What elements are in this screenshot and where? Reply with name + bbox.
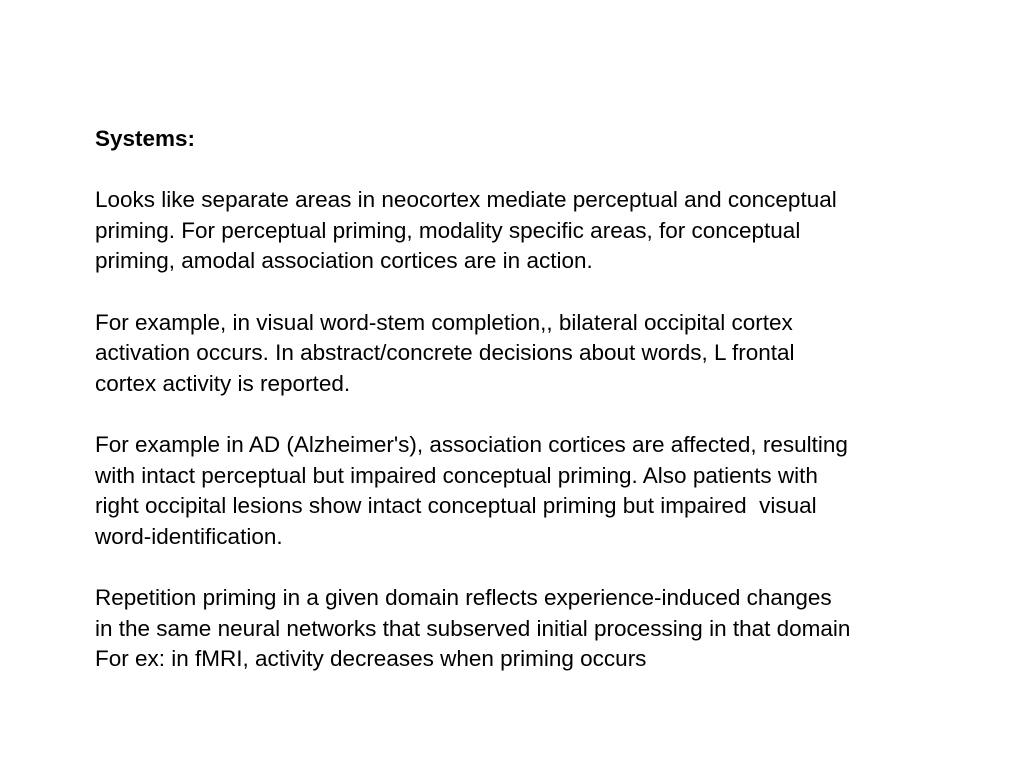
paragraph-2 [95, 308, 995, 400]
text-line: priming. For perceptual priming, modality specific areas, for conceptual [95, 217, 801, 243]
paragraph-4 [95, 583, 995, 675]
text-line: Looks like separate areas in neocortex mediate perceptual and conceptual [95, 187, 837, 213]
text-line: For ex: in fMRI, activity decreases when priming occurs [95, 646, 647, 672]
text-line: cortex activity is reported. [95, 370, 351, 396]
text-line: right occipital lesions show intact conceptual priming but impaired visual [95, 493, 817, 519]
text-line: in the same neural networks that subserved initial processing in that domain [95, 615, 851, 641]
slide-content [95, 124, 995, 675]
text-line: Repetition priming in a given domain reflects experience-induced changes [95, 584, 832, 610]
paragraph-1 [95, 185, 995, 277]
text-line: For example in AD (Alzheimer's), association cortices are affected, resulting [95, 431, 848, 457]
text-line: For example, in visual word-stem completion,, bilateral occipital cortex [95, 309, 793, 335]
paragraph-3 [95, 430, 995, 552]
text-line: priming, amodal association cortices are in action. [95, 248, 593, 274]
text-line: word-identification. [95, 523, 283, 549]
text-line: with intact perceptual but impaired conceptual priming. Also patients with [95, 462, 818, 488]
text-line: activation occurs. In abstract/concrete decisions about words, L frontal [95, 340, 795, 366]
slide-heading: Systems: [95, 126, 196, 151]
